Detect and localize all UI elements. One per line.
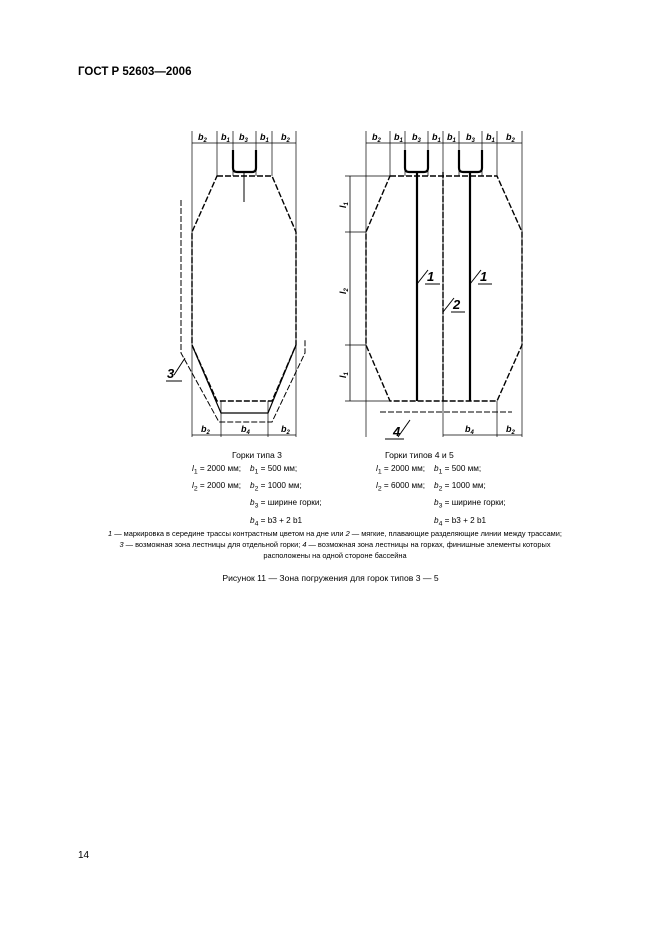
callout-3: 3 — [167, 366, 175, 381]
dim-b1: $b_1$ — [447, 132, 456, 144]
dim-b2: $b_2$ — [201, 424, 210, 436]
legend-row: $l_1 = 2000$ мм; $b_1 = 500$ мм; — [376, 464, 482, 476]
dim-b1: $b_1$ — [221, 132, 230, 144]
legend-type3 — [192, 462, 322, 531]
callout-4: 4 — [393, 424, 401, 439]
legend-row: $l_2 = 6000$ мм; $b_2 = 1000$ мм; — [376, 481, 486, 493]
figure-note: 1 — маркировка в середине трассы контрастным цветом на дне или 2 — мягкие, плавающие разделяющие линии между трассами; 3 — возможная зона лестницы для отдельной горки; 4 — возможная зона лестницы на горках, финишные элементы которых расположены на одной стороне бассейна — [108, 529, 562, 560]
dim-b1: $b_1$ — [432, 132, 441, 144]
callout-1: 1 — [427, 269, 435, 284]
figure-type45-labels — [338, 132, 516, 439]
dim-l1: $l_1$ — [338, 372, 350, 378]
dim-b2: $b_2$ — [198, 132, 207, 144]
figure-caption: Рисунок 11 — Зона погружения для горок типов 3 — 5 — [222, 573, 439, 583]
dim-b1: $b_1$ — [260, 132, 269, 144]
legend-title-type45: Горки типов 4 и 5 — [385, 450, 454, 460]
dim-b1: $b_1$ — [486, 132, 495, 144]
dim-b3: $b_3$ — [239, 132, 248, 144]
legend-type45 — [376, 462, 506, 531]
dim-l2: $l_2$ — [338, 288, 350, 294]
dim-b2: $b_2$ — [372, 132, 381, 144]
legend-row: $b_4 = b3 + 2$ b1 — [250, 515, 303, 528]
dim-b4: $b_4$ — [241, 424, 250, 436]
callout-1: 1 — [480, 269, 488, 284]
dim-b1: $b_1$ — [394, 132, 403, 144]
legend-row: $l_1 = 2000$ мм; $b_1 = 500$ мм; — [192, 464, 298, 476]
legend-row: $l_2 = 2000$ мм; $b_2 = 1000$ мм; — [192, 481, 302, 493]
figure-type3 — [174, 131, 305, 437]
legend-row: $b_3$ = ширине горки; — [250, 498, 322, 511]
dim-b3: $b_3$ — [412, 132, 421, 144]
dim-b3: $b_3$ — [466, 132, 475, 144]
document-header: ГОСТ Р 52603—2006 — [78, 66, 192, 78]
dim-b2: $b_2$ — [281, 132, 290, 144]
dim-b4: $b_4$ — [465, 424, 474, 436]
legend-title-type3: Горки типа 3 — [232, 450, 282, 460]
callout-2: 2 — [453, 297, 461, 312]
legend-row: $b_3$ = ширине горки; — [434, 498, 506, 511]
page-number: 14 — [78, 850, 90, 861]
dim-b2: $b_2$ — [281, 424, 290, 436]
figure-type3-labels — [166, 132, 291, 436]
legend-row: $b_4 = b3 + 2$ b1 — [434, 515, 487, 528]
dim-b2: $b_2$ — [506, 424, 515, 436]
dim-l1: $l_1$ — [338, 202, 350, 208]
dim-b2: $b_2$ — [506, 132, 515, 144]
